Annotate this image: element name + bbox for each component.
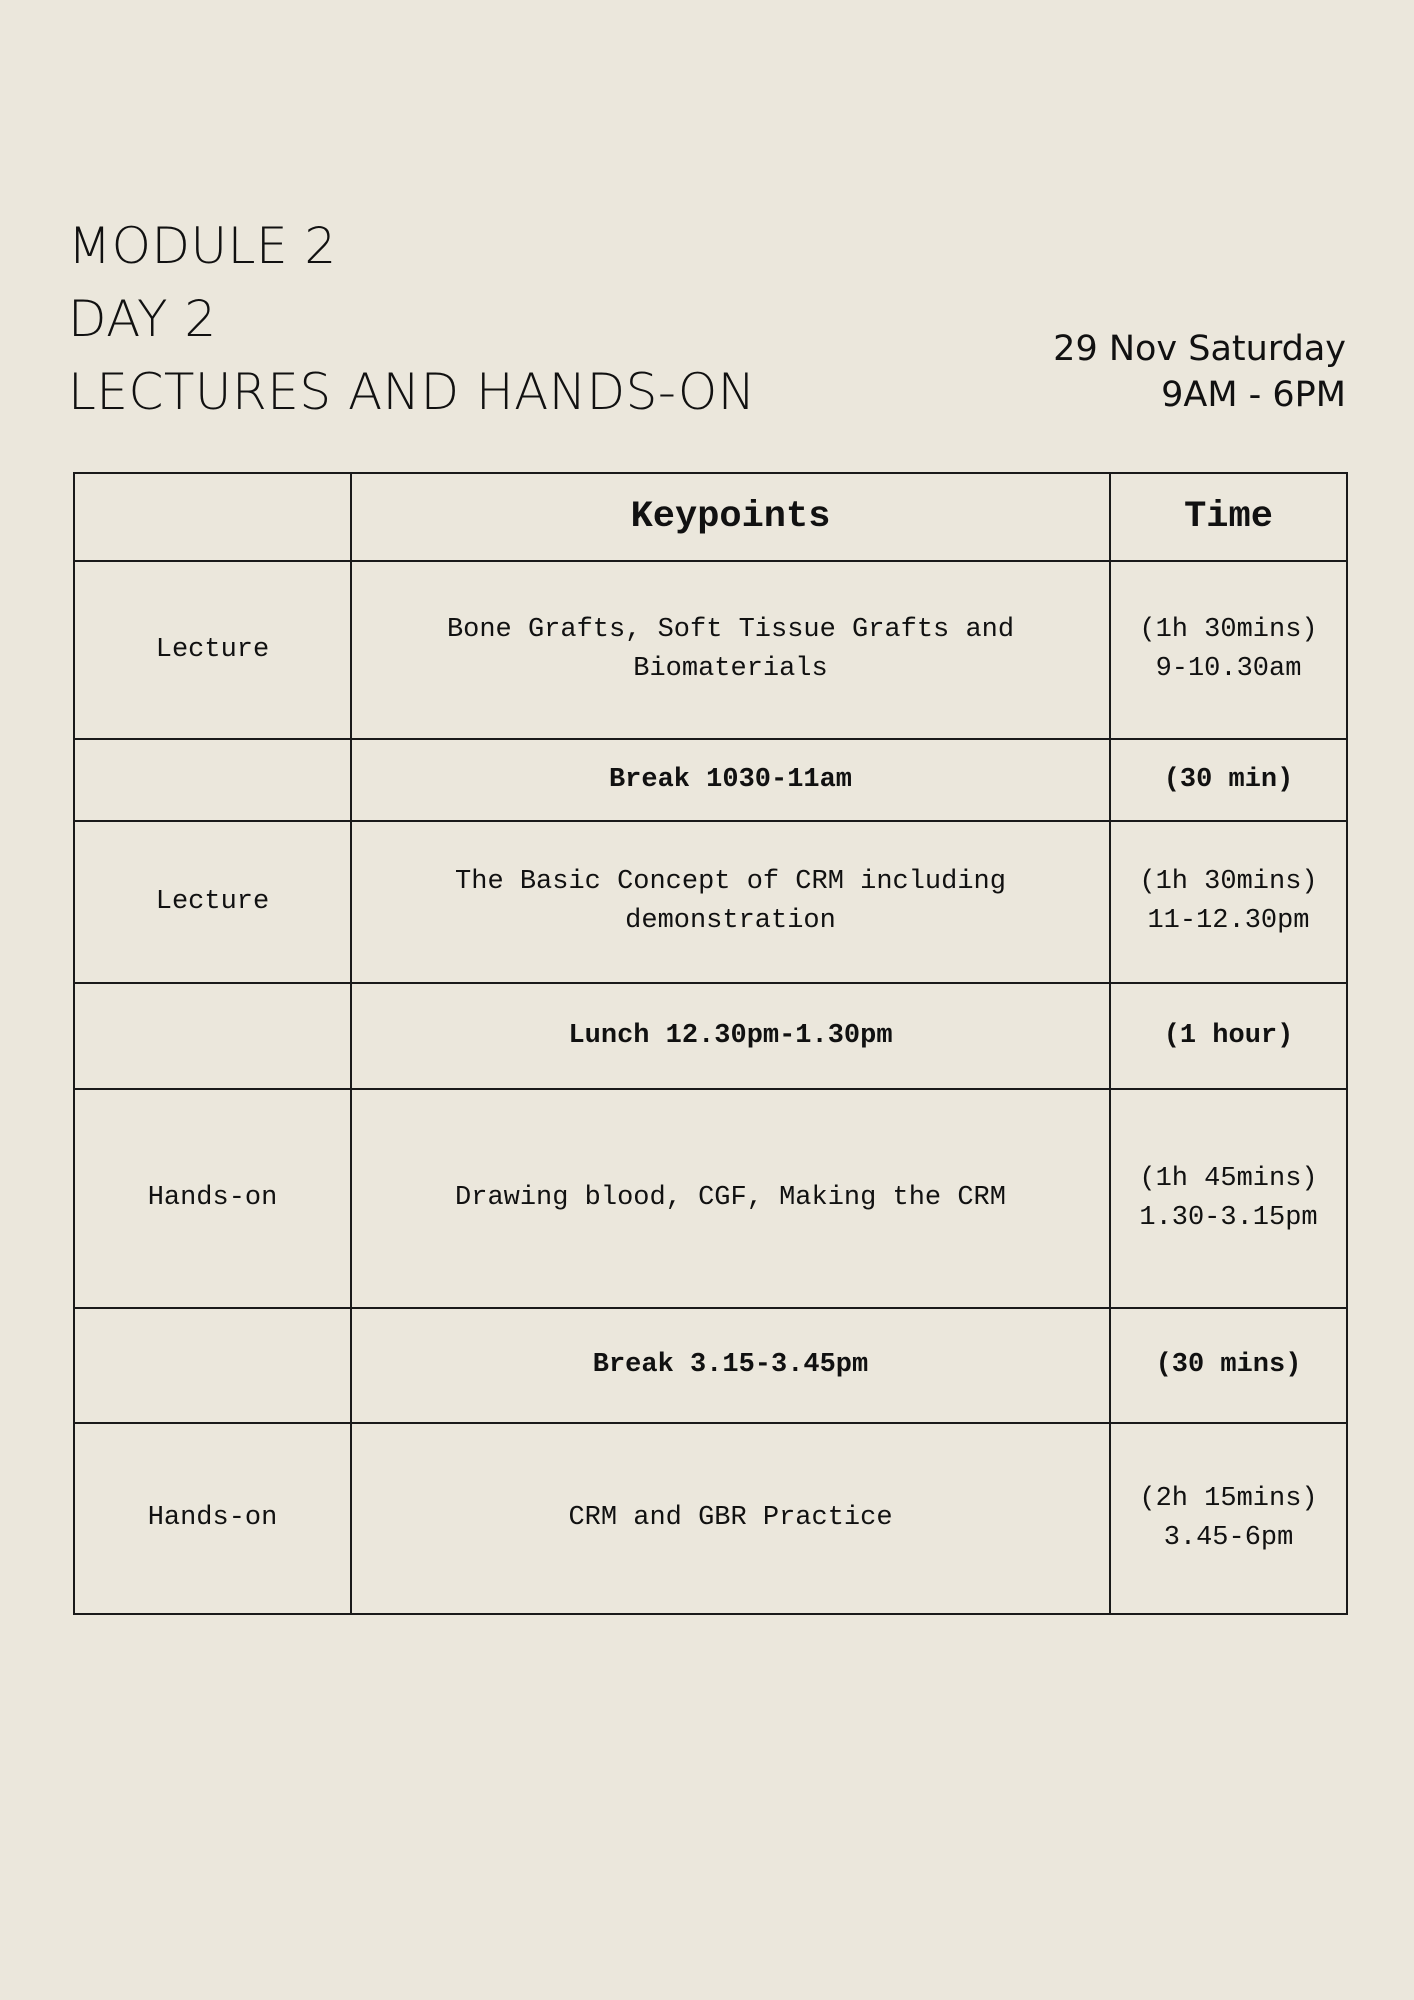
hours-label: 9AM - 6PM bbox=[1161, 375, 1346, 415]
header-type bbox=[74, 473, 351, 561]
row-keypoint: Bone Grafts, Soft Tissue Grafts and Biomaterials bbox=[351, 561, 1110, 739]
module-title: MODULE 2 bbox=[68, 217, 337, 275]
row-duration: (1h 45mins) bbox=[1139, 1163, 1318, 1194]
row-duration: (1 hour) bbox=[1110, 983, 1347, 1089]
row-time: 9-10.30am bbox=[1155, 654, 1302, 684]
row-type: Hands-on bbox=[74, 1089, 351, 1308]
session-title: LECTURES AND HANDS-ON bbox=[68, 363, 756, 421]
row-keypoint: The Basic Concept of CRM including demonstration bbox=[351, 821, 1110, 983]
row-keypoint: CRM and GBR Practice bbox=[351, 1423, 1110, 1614]
table-row bbox=[74, 739, 1347, 821]
row-keypoint: Break 1030-11am bbox=[351, 739, 1110, 821]
row-time-cell bbox=[1110, 561, 1347, 739]
row-type bbox=[74, 1308, 351, 1423]
row-type: Lecture bbox=[74, 821, 351, 983]
table-row bbox=[74, 1423, 1347, 1614]
row-type bbox=[74, 739, 351, 821]
table-header-row bbox=[74, 473, 1347, 561]
schedule-table bbox=[73, 472, 1348, 1615]
row-duration: (30 mins) bbox=[1110, 1308, 1347, 1423]
module-header bbox=[68, 210, 756, 429]
row-keypoint: Drawing blood, CGF, Making the CRM bbox=[351, 1089, 1110, 1308]
row-duration: (30 min) bbox=[1110, 739, 1347, 821]
table-row bbox=[74, 561, 1347, 739]
row-keypoint: Break 3.15-3.45pm bbox=[351, 1308, 1110, 1423]
row-time-cell bbox=[1110, 821, 1347, 983]
table-row bbox=[74, 1308, 1347, 1423]
row-time-cell bbox=[1110, 1423, 1347, 1614]
row-type: Hands-on bbox=[74, 1423, 351, 1614]
row-time: 11-12.30pm bbox=[1147, 906, 1310, 936]
row-type: Lecture bbox=[74, 561, 351, 739]
row-type bbox=[74, 983, 351, 1089]
row-duration: (1h 30mins) bbox=[1139, 867, 1318, 897]
table-row bbox=[74, 1089, 1347, 1308]
date-block bbox=[1053, 326, 1346, 418]
row-duration: (1h 30mins) bbox=[1139, 615, 1318, 645]
table-row bbox=[74, 983, 1347, 1089]
table-row bbox=[74, 821, 1347, 983]
date-label: 29 Nov Saturday bbox=[1053, 329, 1346, 369]
row-time: 1.30-3.15pm bbox=[1139, 1202, 1318, 1233]
row-time: 3.45-6pm bbox=[1163, 1522, 1294, 1553]
header-keypoints: Keypoints bbox=[351, 473, 1110, 561]
row-keypoint: Lunch 12.30pm-1.30pm bbox=[351, 983, 1110, 1089]
row-duration: (2h 15mins) bbox=[1139, 1483, 1318, 1514]
day-title: DAY 2 bbox=[68, 290, 217, 348]
header-time: Time bbox=[1110, 473, 1347, 561]
row-time-cell bbox=[1110, 1089, 1347, 1308]
